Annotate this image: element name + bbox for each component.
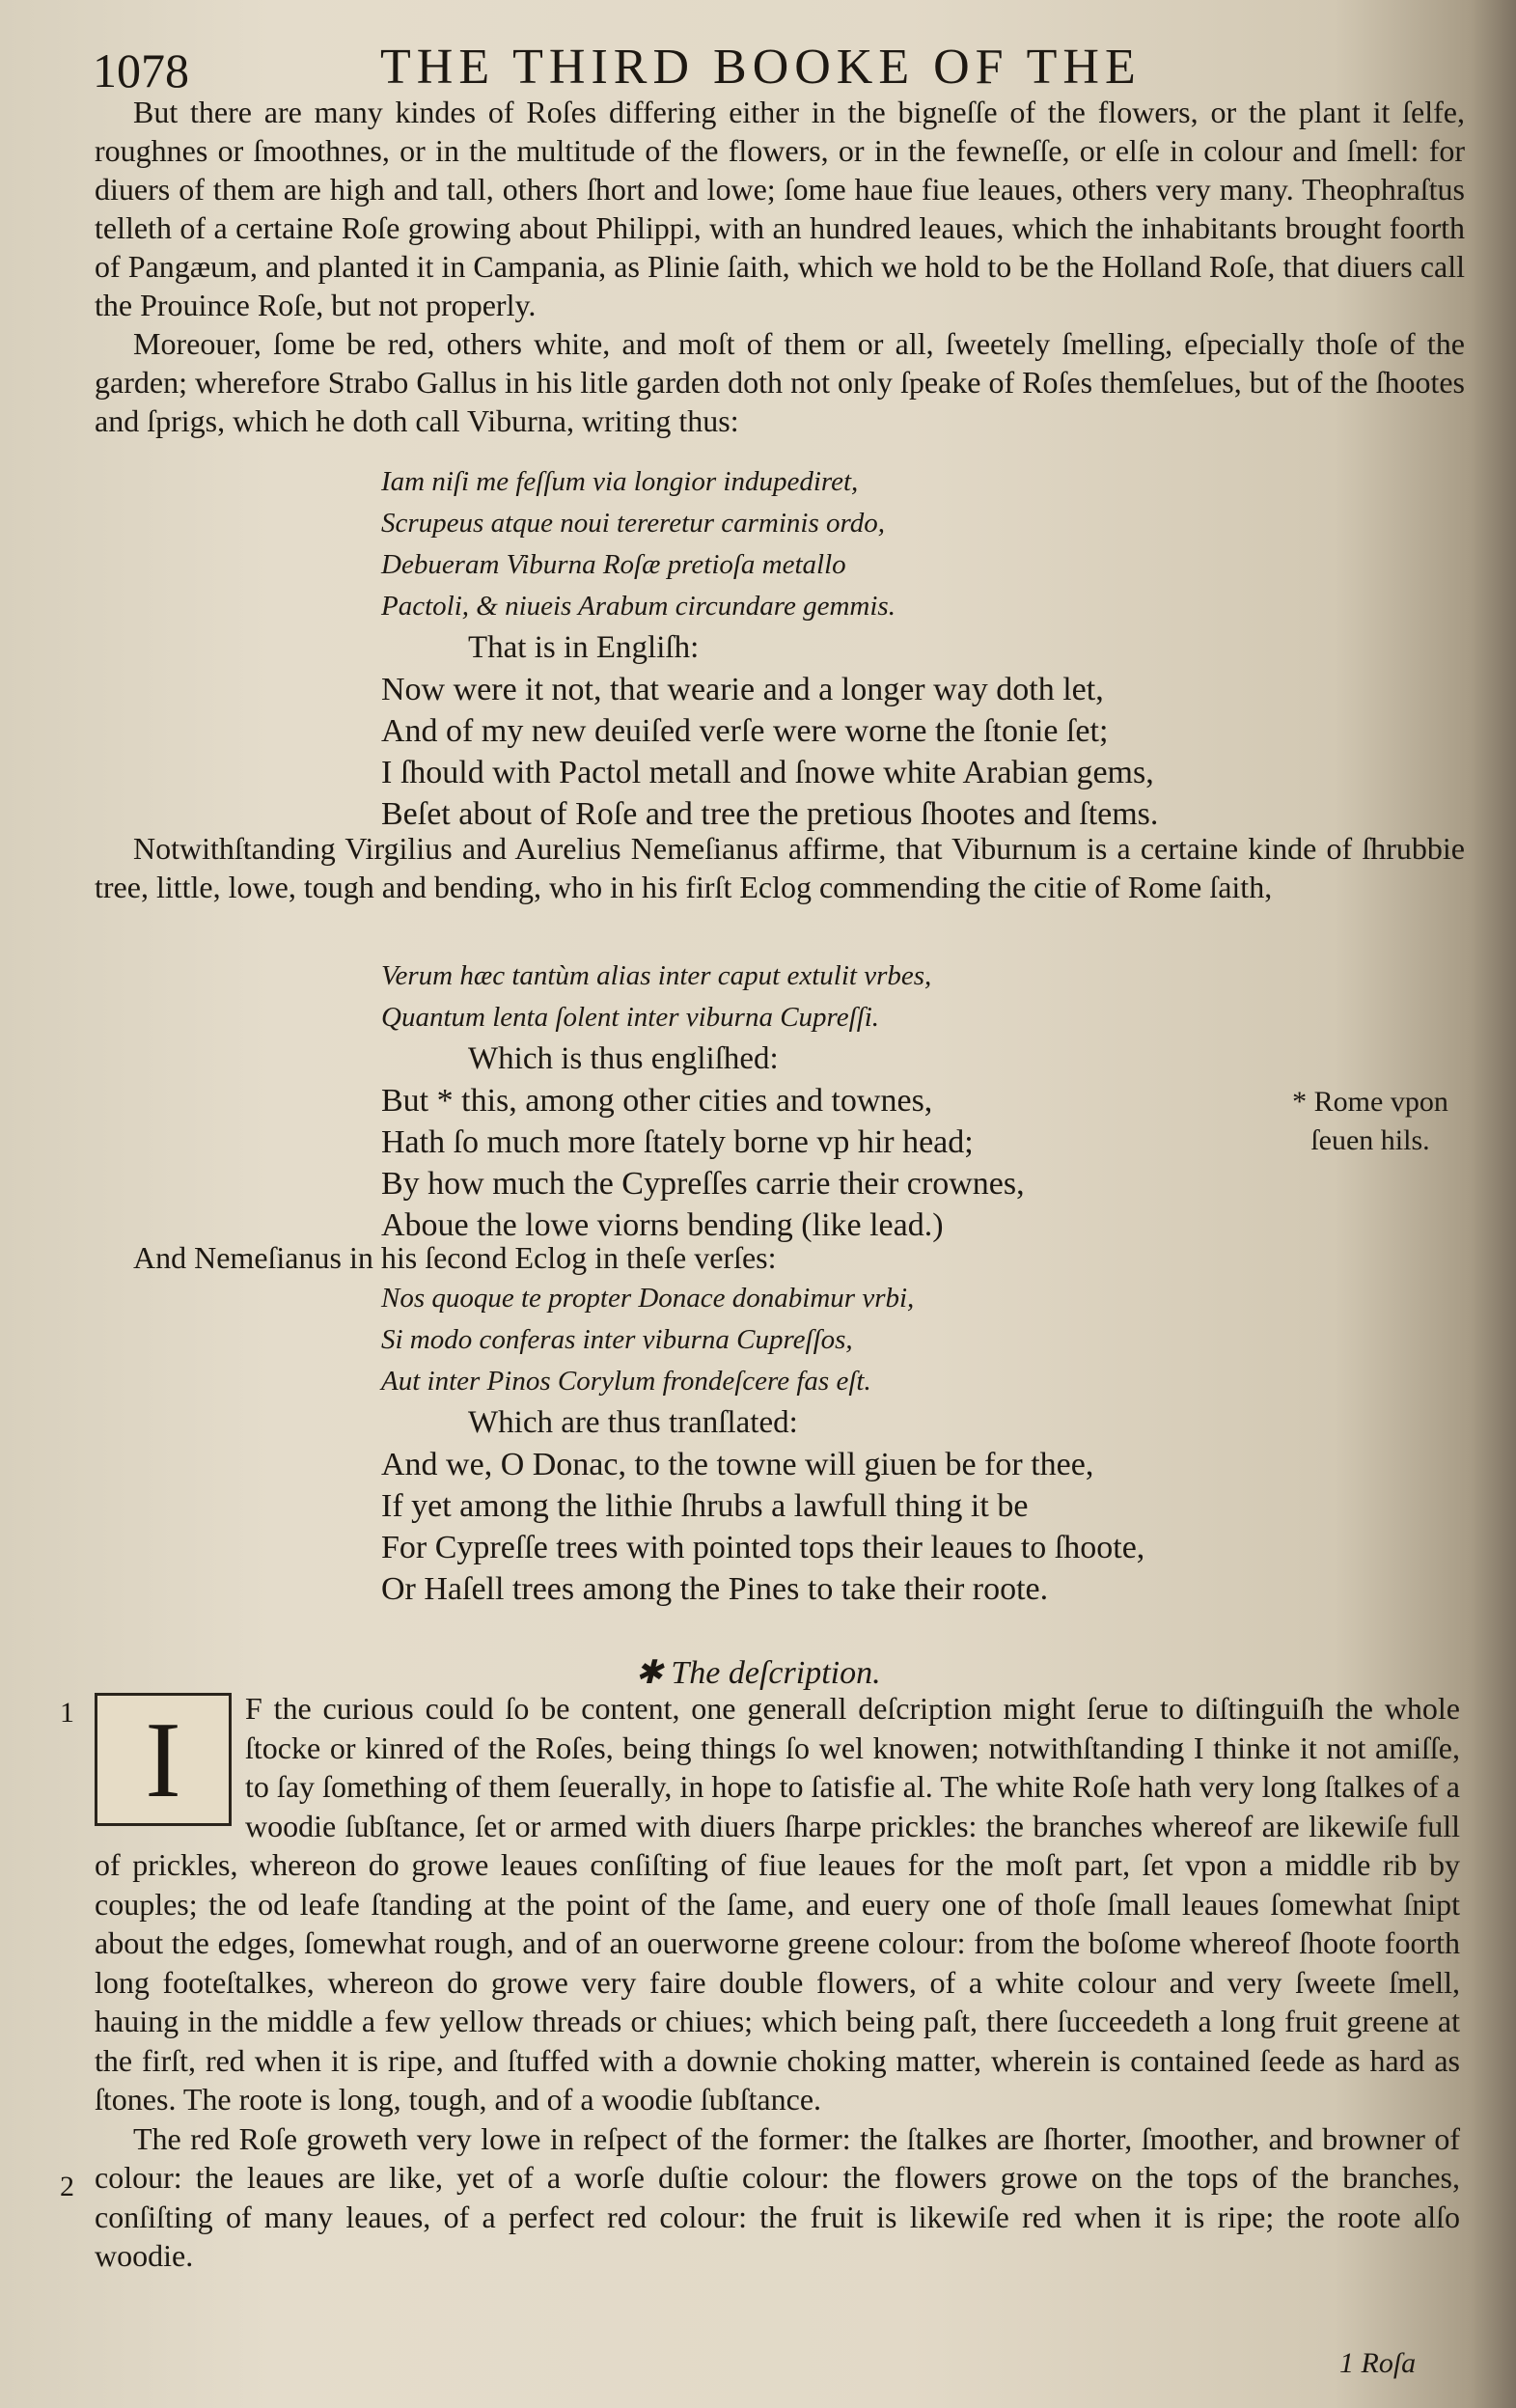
paragraph-viburnum: Notwithſtanding Virgilius and Aurelius Nemeſianus affirme, that Viburnum is a certaine kinde of ſhrubbie tree, little, lowe, tough and bending, who in his firſt Eclog commending the citie of Rome ſaith, [95, 831, 1465, 904]
paragraph-nemesianus [95, 1238, 1465, 1277]
translation-intro: That is in Engliſh: [468, 630, 700, 665]
english-line: Or Haſell trees among the Pines to take their roote. [381, 1571, 1049, 1607]
english-line: Beſet about of Roſe and tree the pretious ſhootes and ſtems. [381, 796, 1159, 832]
paragraph-virgil [95, 829, 1465, 906]
intro-text [95, 93, 1465, 440]
red-rose-paragraph: The red Roſe groweth very lowe in reſpect of the former: the ſtalkes are ſhorter, ſmoother, and browner of colour: the leaues are like, yet of a worſe duſtie colour: the flowers growe on the tops of the branches, conſiſting of many leaues, of a perfect red colour: the fruit is likewiſe red when it is ripe; the roote alſo woodie. [95, 2120, 1460, 2273]
marginal-note [1274, 1083, 1467, 1160]
paragraph-kinds-of-roses: But there are many kindes of Roſes differing either in the bigneſſe of the flowers, or the plant it ſelfe, roughnes or ſmoothnes, or in the multitude of the flowers, or in the fewneſſe, or elſe in colour and ſmell: for diuers of them are high and tall, others ſhort and lowe; ſome haue fiue leaues, others very many. Theophraſtus telleth of a certaine Roſe growing about Philippi, with an hundred leaues, which the inhabitants brought foorth of Pangæum, and planted it in Campania, as Plinie ſaith, which we hold to be the Holland Roſe, that diuers call the Prouince Roſe, but not properly. [95, 95, 1465, 322]
marginal-note-line: * Rome vpon [1292, 1086, 1448, 1118]
white-rose-description: F the curious could ſo be content, one generall deſcription might ſerue to diſtinguiſh the whole ſtocke or kinred of the Roſes, being things ſo wel knowen; notwithſtanding I thinke it not amiſſe, to ſay ſomething of them ſeuerally, in hope to ſatisfie al. The white Roſe hath very long ſtalkes of a woodie ſubſtance, ſet or armed with diuers ſharpe prickles: the branches whereof are likewiſe full of prickles, whereon do growe leaues conſiſting of fiue leaues for the moſt part, ſet vpon a middle rib by couples; the od leafe ſtanding at the point of the ſame, and euery one of thoſe ſmall leaues ſomewhat ſnipt about the edges, ſomewhat rough, and of an ouerworne greene colour: from the boſome whereof ſhoote foorth long footeſtalkes, whereon do growe very faire double flowers, of a white colour and very ſweete ſmell, hauing in the middle a few yellow threads or chiues; which being paſt, there ſucceedeth a long fruit greene at the firſt, red when it is ripe, and ſtuffed with a downie choking matter, wherein is contained ſeede as hard as ſtones. The roote is long, tough, and of a woodie ſubſtance. [95, 1691, 1460, 2117]
latin-line: Aut inter Pinos Corylum frondeſcere fas eſt. [381, 1366, 871, 1397]
english-line: And of my new deuiſed verſe were worne the ſtonie ſet; [381, 713, 1109, 749]
verse-eclog-two [381, 1278, 1144, 1610]
translation-intro: Which is thus engliſhed: [468, 1041, 779, 1076]
english-line: For Cypreſſe trees with pointed tops their leaues to ſhoote, [381, 1530, 1145, 1565]
paragraph-second-eclog: And Nemeſianus in his ſecond Eclog in theſe verſes: [133, 1240, 777, 1275]
english-line: Hath ſo much more ſtately borne vp hir head; [381, 1124, 974, 1160]
english-line: By how much the Cypreſſes carrie their crownes, [381, 1166, 1025, 1202]
latin-line: Debueram Viburna Roſæ pretioſa metallo [381, 549, 846, 580]
english-line: Now were it not, that wearie and a longer way doth let, [381, 672, 1104, 707]
latin-line: Nos quoque te propter Donace donabimur vrbi, [381, 1283, 915, 1314]
english-line: If yet among the lithie ſhrubs a lawfull thing it be [381, 1488, 1029, 1524]
decorated-initial: I [95, 1693, 232, 1826]
latin-line: Si modo conferas inter viburna Cupreſſos, [381, 1324, 853, 1355]
marginal-note-line: ſeuen hils. [1310, 1124, 1430, 1156]
section-title: ✱ The deſcription. [635, 1655, 881, 1691]
latin-line: Quantum lenta ſolent inter viburna Cupreſſi. [381, 1002, 880, 1033]
verse-eclog-one [381, 955, 1025, 1246]
paragraph-colours-of-roses: Moreouer, ſome be red, others white, and moſt of them or all, ſweetely ſmelling, eſpecially thoſe of the garden; wherefore Strabo Gallus in his litle garden doth not only ſpeake of Roſes themſelues, but of the ſhootes and ſprigs, which he doth call Viburna, writing thus: [95, 326, 1465, 438]
item-number: 1 [60, 1697, 74, 1729]
page-number: 1078 [93, 43, 189, 97]
english-line: And we, O Donac, to the towne will giuen be for thee, [381, 1447, 1094, 1482]
item-number: 2 [60, 2171, 74, 2202]
catchword: 1 Roſa [1339, 2347, 1417, 2379]
latin-line: Iam niſi me feſſum via longior indupediret, [381, 466, 859, 497]
latin-line: Verum hæc tantùm alias inter caput extulit vrbes, [381, 960, 932, 991]
verse-strabo [381, 461, 1158, 835]
white-rose-paragraph [95, 1689, 1460, 2119]
description-text [95, 1689, 1460, 2276]
translation-intro: Which are thus tranſlated: [468, 1405, 798, 1440]
latin-line: Pactoli, & niueis Arabum circundare gemmis. [381, 591, 896, 622]
running-head: THE THIRD BOOKE OF THE [380, 40, 1142, 95]
english-line: Aboue the lowe viorns bending (like lead.) [381, 1207, 944, 1243]
english-line: But * this, among other cities and townes, [381, 1083, 933, 1119]
latin-line: Scrupeus atque noui tereretur carminis ordo, [381, 508, 885, 539]
english-line: I ſhould with Pactol metall and ſnowe white Arabian gems, [381, 755, 1154, 790]
